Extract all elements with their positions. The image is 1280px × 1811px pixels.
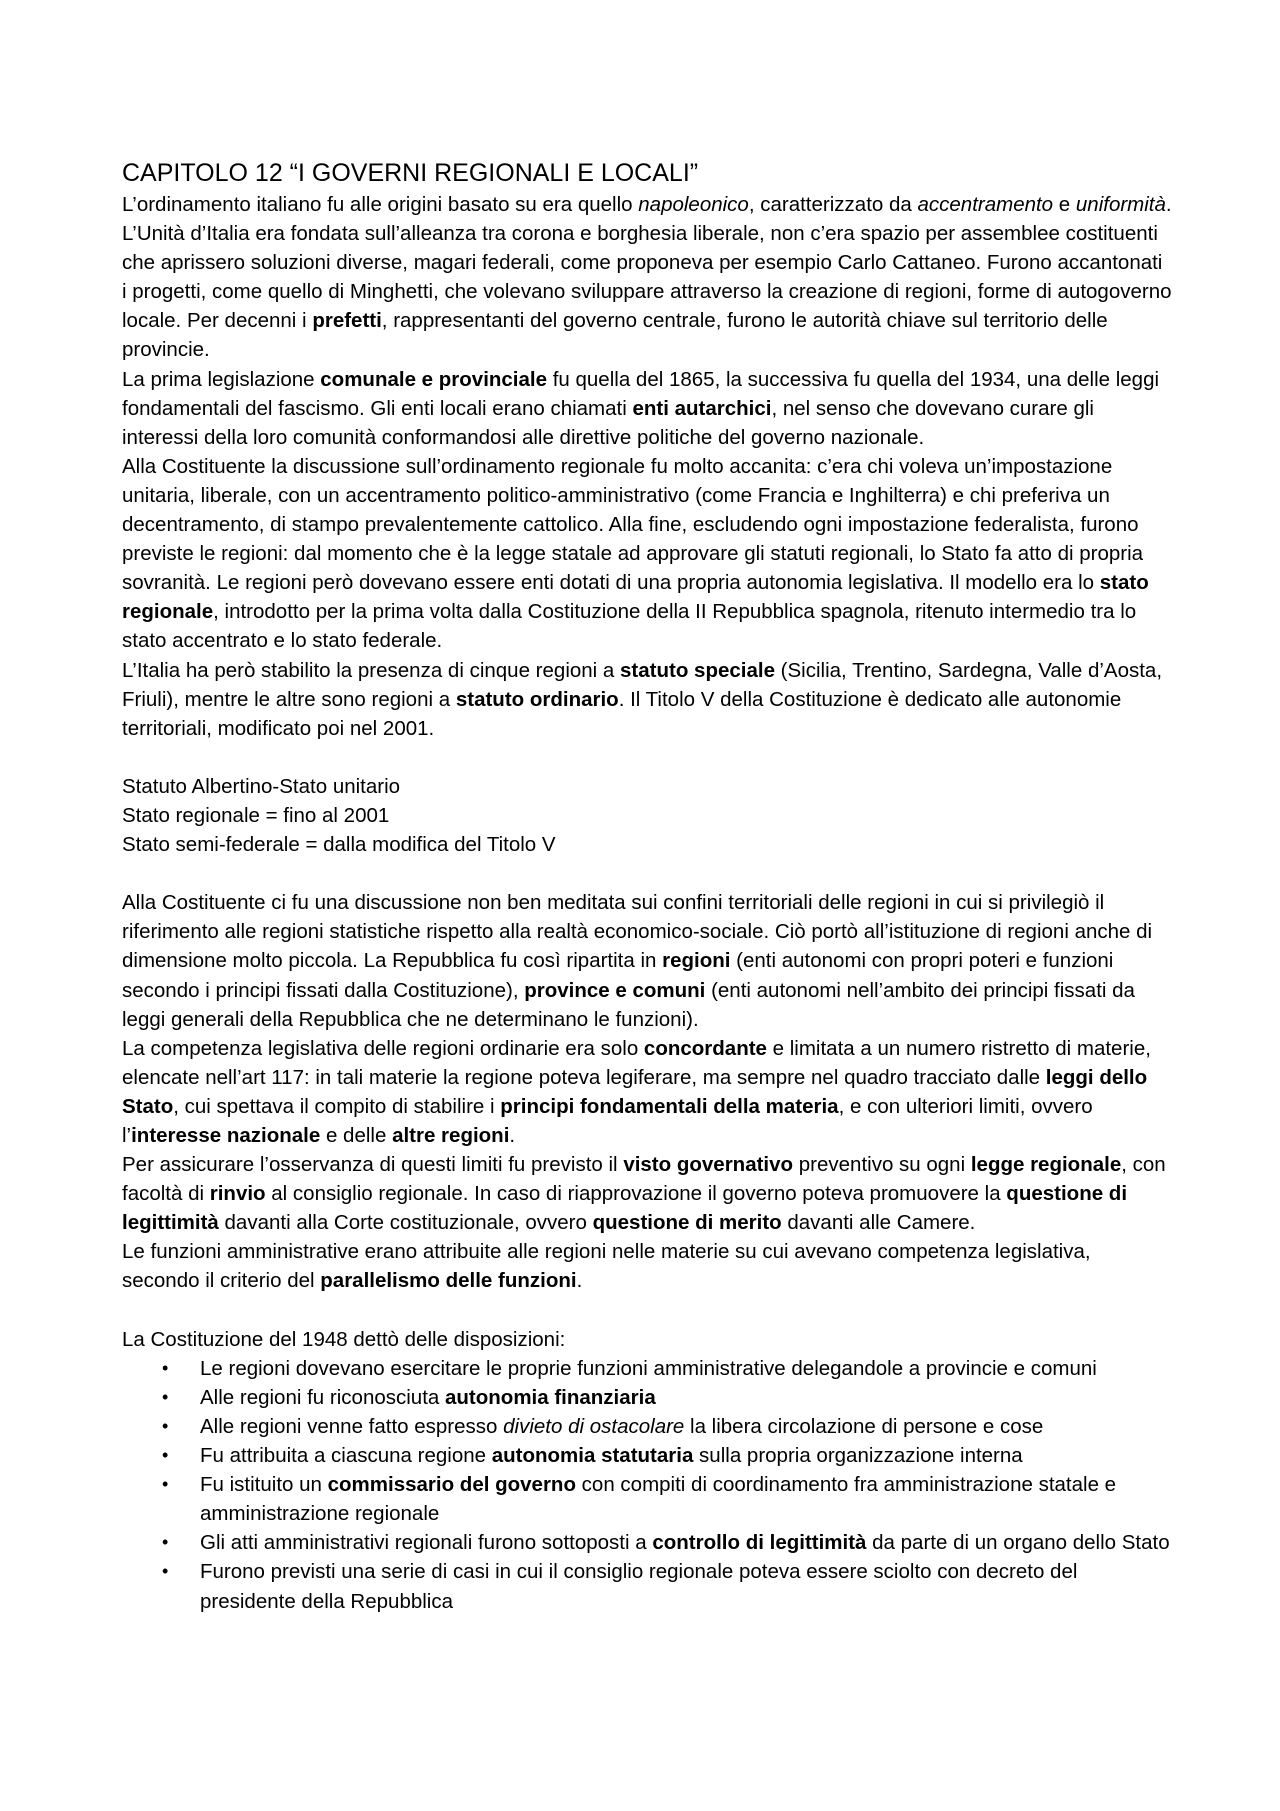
bold-term: prefetti — [312, 309, 382, 333]
text-run: . L’Unità d’Italia era fondata sull’alleanza tra corona e borghesia liberale, non c’era spazio per assemblee costituenti che aprissero soluzioni diverse, magari federali, come proponeva per esempio Carlo Cattaneo. Furono accantonati i progetti, come quello di Minghetti, che volevano sviluppare attraverso la creazione di regioni, forme di autogoverno locale. Per decenni i — [122, 193, 1172, 333]
text-run: davanti alle Camere. — [781, 1211, 976, 1235]
text-run: . — [576, 1269, 583, 1293]
text-run: Furono previsti una serie di casi in cui il consiglio regionale poteva essere sciolto con decreto del presidente della Repubblica — [200, 1560, 1078, 1613]
bold-term: statuto ordinario — [455, 687, 619, 711]
text-run: , nel senso che dovevano curare gli interessi della loro comunità conformandosi alle direttive politiche del governo nazionale. — [122, 396, 1094, 449]
italic-term: accentramento — [917, 193, 1054, 216]
text-run: preventivo su ogni — [793, 1153, 971, 1177]
bold-term: altre regioni — [392, 1124, 510, 1147]
paragraph-special-statute — [122, 656, 1172, 743]
italic-term: napoleonico — [638, 193, 749, 216]
text-run: sulla propria organizzazione interna — [693, 1444, 1023, 1468]
text-run: al consiglio regionale. In caso di riapprovazione il governo poteva promuovere la — [265, 1182, 1007, 1206]
text-run: e — [1053, 193, 1076, 216]
text-run: davanti alla Corte costituzionale, ovvero — [218, 1211, 593, 1235]
bold-term: concordante — [643, 1036, 767, 1060]
dispositions-list — [122, 1354, 1172, 1616]
bullet-icon: • — [162, 1386, 169, 1407]
paragraph-legislative-competence — [122, 1034, 1172, 1150]
text-run: Alle regioni venne fatto espresso — [200, 1414, 504, 1438]
bold-term: controllo di legittimità — [652, 1531, 867, 1555]
italic-term: uniformità — [1075, 193, 1166, 216]
text-run: La competenza legislativa delle regioni ordinarie era solo — [122, 1036, 644, 1060]
text-run: Alla Costituente ci fu una discussione non ben meditata sui confini territoriali delle regioni in cui si privilegiò il riferimento alle regioni statistiche rispetto alla realtà economico-sociale. Ciò portò all’istituzione di regioni anche di dimensione molto piccola. La Repubblica fu così ripartita in — [122, 891, 1153, 973]
list-item — [122, 1557, 1172, 1615]
text-run: (Sicilia, Trentino, Sardegna, Valle d’Aosta, Friuli), mentre le altre sono regioni a — [122, 658, 1163, 711]
chapter-title: CAPITOLO 12 “I GOVERNI REGIONALI E LOCALI” — [122, 159, 699, 187]
bold-term: statuto speciale — [620, 658, 775, 682]
bold-term: leggi dello Stato — [122, 1065, 1148, 1118]
list-item — [122, 1383, 1172, 1412]
document-page — [122, 156, 1172, 1616]
bullet-icon: • — [162, 1357, 169, 1378]
text-run: Alla Costituente la discussione sull’ordinamento regionale fu molto accanita: c’era chi voleva un’impostazione unitaria, liberale, con un accentramento politico-amministrativo (come Francia e Inghilterra) e chi preferiva un decentramento, di stampo prevalentemente cattolico. Alla fine, escludendo ogni impostazione federalista, furono previste le regioni: dal momento che è la legge statale ad approvare gli statuti regionali, lo Stato fa atto di propria sovranità. Le regioni però dovevano essere enti dotati di una propria autonomia legislativa. Il modello era lo — [122, 454, 1144, 595]
paragraph-napoleonic-order — [122, 190, 1172, 365]
list-item — [122, 1354, 1172, 1383]
bullet-icon: • — [162, 1445, 169, 1466]
bold-term: autonomia statutaria — [491, 1444, 694, 1468]
text-run: e limitata a un numero ristretto di materie, elencate nell’art 117: in tali materie la regione poteva legiferare, ma sempre nel quadro tracciato dalle — [122, 1036, 1151, 1089]
bold-term: enti autarchici — [632, 396, 772, 420]
text-run: Per assicurare l’osservanza di questi limiti fu previsto il — [122, 1153, 624, 1177]
paragraph-administrative-functions — [122, 1237, 1172, 1295]
paragraph-territorial-borders — [122, 888, 1172, 1033]
text-run: , con facoltà di — [122, 1153, 1166, 1206]
list-item — [122, 1470, 1172, 1528]
blank-line — [122, 859, 1172, 888]
text-run: e delle — [320, 1124, 393, 1147]
text-run: da parte di un organo dello Stato — [866, 1531, 1170, 1555]
bullet-icon: • — [162, 1532, 169, 1553]
blank-line — [122, 1296, 1172, 1325]
list-item — [122, 1412, 1172, 1441]
bullet-icon: • — [162, 1474, 169, 1495]
text-run: , introdotto per la prima volta dalla Costituzione della II Repubblica spagnola, ritenuto intermedio tra lo stato accentrato e lo stato federale. — [122, 600, 1137, 653]
bold-term: comunale e provinciale — [320, 367, 548, 391]
text-run: Fu istituito un — [200, 1473, 328, 1497]
bold-term: province e comuni — [524, 978, 706, 1002]
text-run: . Il Titolo V della Costituzione è dedicato alle autonomie territoriali, modificato poi nel 2001. — [122, 687, 1122, 740]
bullet-icon: • — [162, 1561, 169, 1582]
list-intro: La Costituzione del 1948 dettò delle disposizioni: — [122, 1327, 566, 1351]
text-run: la libera circolazione di persone e cose — [684, 1414, 1044, 1438]
text-run: , e con ulteriori limiti, ovvero l’ — [122, 1094, 1093, 1147]
text-run: Fu attribuita a ciascuna regione — [200, 1444, 492, 1468]
text-run: , cui spettava il compito di stabilire i — [173, 1094, 501, 1118]
bold-term: rinvio — [209, 1182, 266, 1206]
bullet-icon: • — [162, 1415, 169, 1436]
text-run: L’Italia ha però stabilito la presenza di cinque regioni a — [122, 658, 621, 682]
bold-term: stato regionale — [122, 571, 1149, 624]
bold-term: interesse nazionale — [131, 1124, 321, 1147]
italic-term: divieto di ostacolare — [503, 1414, 685, 1438]
text-run: fu quella del 1865, la successiva fu quella del 1934, una delle leggi fondamentali del fascismo. Gli enti locali erano chiamati — [122, 367, 1160, 420]
bold-term: visto governativo — [623, 1153, 794, 1177]
text-run: Gli atti amministrativi regionali furono sottoposti a — [200, 1531, 653, 1555]
bold-term: autonomia finanziaria — [445, 1385, 656, 1409]
text-run: La prima legislazione — [122, 367, 321, 391]
paragraph-government-visa — [122, 1150, 1172, 1237]
bold-term: questione di merito — [592, 1211, 782, 1235]
text-run: , rappresentanti del governo centrale, furono le autorità chiave sul territorio delle provincie. — [122, 309, 1108, 362]
list-item — [122, 1528, 1172, 1557]
paragraph-constituent-debate — [122, 452, 1172, 656]
text-run: L’ordinamento italiano fu alle origini basato su era quello — [122, 193, 639, 216]
paragraph-first-legislation — [122, 365, 1172, 452]
bold-term: legge regionale — [970, 1153, 1122, 1177]
text-run: (enti autonomi nell’ambito dei principi fissati da leggi generali della Repubblica che ne determinano le funzioni). — [122, 978, 1135, 1031]
summary-line: Stato semi-federale = dalla modifica del Titolo V — [122, 833, 556, 857]
text-run: Le regioni dovevano esercitare le proprie funzioni amministrative delegandole a provincie e comuni — [200, 1356, 1097, 1380]
summary-line: Stato regionale = fino al 2001 — [122, 803, 390, 827]
text-run: (enti autonomi con propri poteri e funzioni secondo i principi fissati dalla Costituzione), — [122, 949, 1114, 1002]
bold-term: regioni — [662, 949, 731, 973]
text-run: Le funzioni amministrative erano attribuite alle regioni nelle materie su cui avevano competenza legislativa, secondo il criterio del — [122, 1240, 1091, 1293]
text-run: Alle regioni fu riconosciuta — [200, 1385, 445, 1409]
blank-line — [122, 743, 1172, 772]
text-run: . — [509, 1124, 516, 1147]
list-item — [122, 1441, 1172, 1470]
summary-line: Statuto Albertino-Stato unitario — [122, 774, 401, 798]
bold-term: parallelismo delle funzioni — [320, 1269, 577, 1293]
text-run: con compiti di coordinamento fra amministrazione statale e amministrazione regionale — [200, 1473, 1117, 1526]
bold-term: principi fondamentali della materia — [500, 1094, 839, 1118]
bold-term: commissario del governo — [327, 1473, 576, 1497]
bold-term: questione di legittimità — [122, 1182, 1128, 1235]
text-run: , caratterizzato da — [748, 193, 918, 216]
